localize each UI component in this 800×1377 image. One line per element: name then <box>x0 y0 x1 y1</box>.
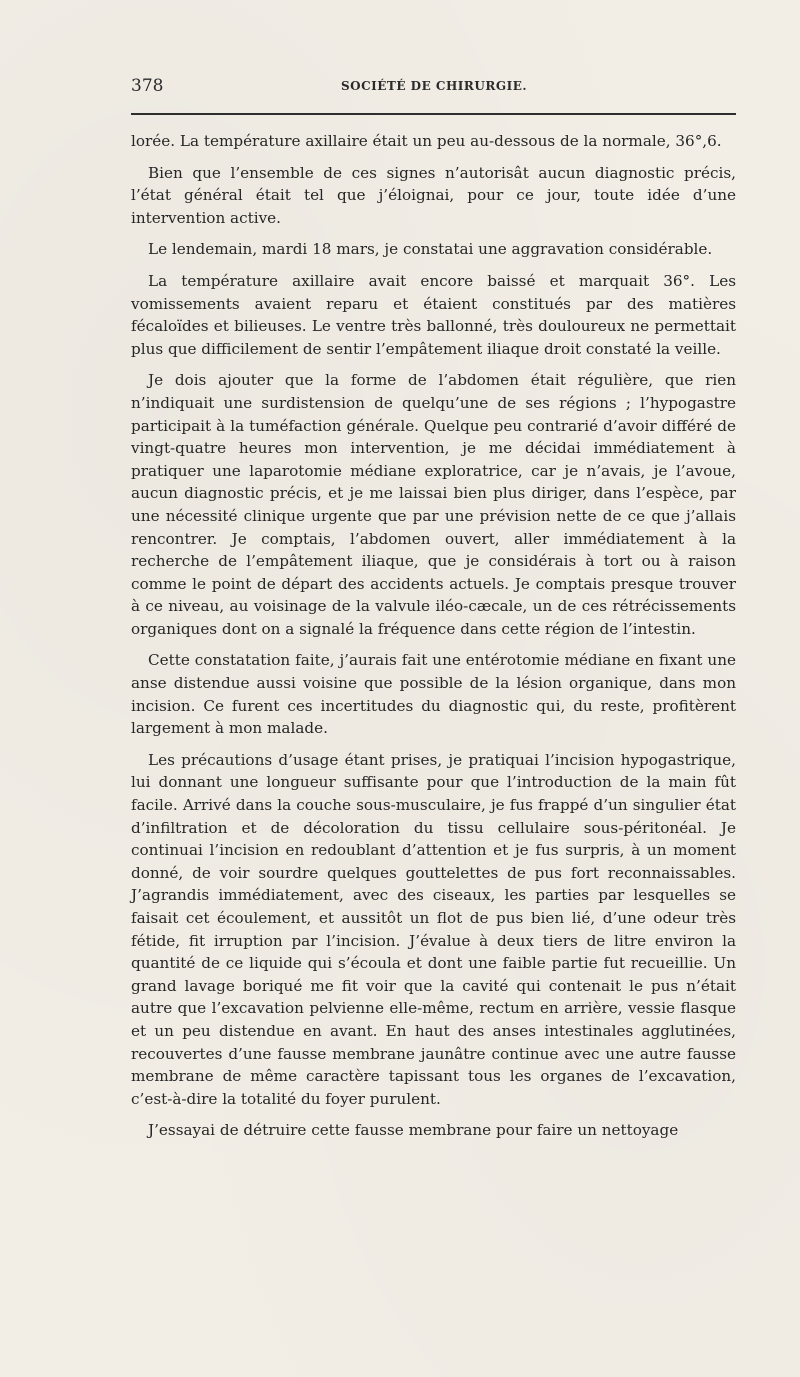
paragraph: La température axillaire avait encore baissé et marquait 36°. Les vomissements avaient reparu et étaient constitués par des matières fécaloïdes et bilieuses. Le ventre très ballonné, très douloureux ne permettait plus que difficilement de sentir l’empâtement iliaque droit constaté la veille. <box>131 271 736 358</box>
header-rule <box>131 113 736 115</box>
paragraph: J’essayai de détruire cette fausse membrane pour faire un nettoyage <box>148 1121 679 1140</box>
paragraph: Cette constatation faite, j’aurais fait une entérotomie médiane en fixant une anse distendue aussi voisine que possible de la lésion organique, dans mon incision. Ce furent ces incertitudes du diagnostic qui, du reste, profitèrent largement à mon malade. <box>131 651 736 738</box>
body-text <box>131 130 736 1151</box>
paragraph: Les précautions d’usage étant prises, je pratiquai l’incision hypogastrique, lui donnant une longueur suffisante pour que l’introduction de la main fût facile. Arrivé dans la couche sous-musculaire, je fus frappé d’un singulier état d’infiltration et de décoloration du tissu cellulaire sous-péritonéal. Je continuai l’incision en redoublant d’attention et je fus surpris, à un moment donné, de voir sourdre quelques gouttelettes de pus fort reconnaissables. J’agrandis immédiatement, avec des ciseaux, les parties par lesquelles se faisait cet écoulement, et aussitôt un flot de pus bien lié, d’une odeur très fétide, fit irruption par l’incision. J’évalue à deux tiers de litre environ la quantité de ce liquide qui s’écoula et dont une faible partie fut recueillie. Un grand lavage boriqué me fit voir que la cavité qui contenait le pus n’était autre que l’excavation pelvienne elle-même, rectum en arrière, vessie flasque et un peu distendue en avant. En haut des anses intestinales agglutinées, recouvertes d’une fausse membrane jaunâtre continue avec une autre fausse membrane de même caractère tapissant tous les organes de l’excavation, c’est-à-dire la totalité du foyer purulent. <box>131 750 736 1108</box>
page-header <box>131 76 736 102</box>
paragraph: Le lendemain, mardi 18 mars, je constatai une aggravation considérable. <box>148 240 713 259</box>
running-title: SOCIÉTÉ DE CHIRURGIE. <box>341 79 528 93</box>
page-number: 378 <box>131 76 164 96</box>
paragraph: Bien que l’ensemble de ces signes n’autorisât aucun diagnostic précis, l’état général était tel que j’éloignai, pour ce jour, toute idée d’une intervention active. <box>131 163 736 227</box>
paragraph: Je dois ajouter que la forme de l’abdomen était régulière, que rien n’indiquait une surdistension de quelqu’une de ses régions ; l’hypogastre participait à la tuméfaction générale. Quelque peu contrarié d’avoir différé de vingt-quatre heures mon intervention, je me décidai immédiatement à pratiquer une laparotomie médiane exploratrice, car je n’avais, je l’avoue, aucun diagnostic précis, et je me laissai bien plus diriger, dans l’espèce, par une nécessité clinique urgente que par une prévision nette de ce que j’allais rencontrer. Je comptais, l’abdomen ouvert, aller immédiatement à la recherche de l’empâtement iliaque, que je considérais à tort ou à raison comme le point de départ des accidents actuels. Je comptais presque trouver à ce niveau, au voisinage de la valvule iléo-cæcale, un de ces rétrécissements organiques dont on a signalé la fréquence dans cette région de l’intestin. <box>131 371 736 638</box>
paragraph-continuation: lorée. La température axillaire était un peu au-dessous de la normale, 36°,6. <box>131 132 722 150</box>
